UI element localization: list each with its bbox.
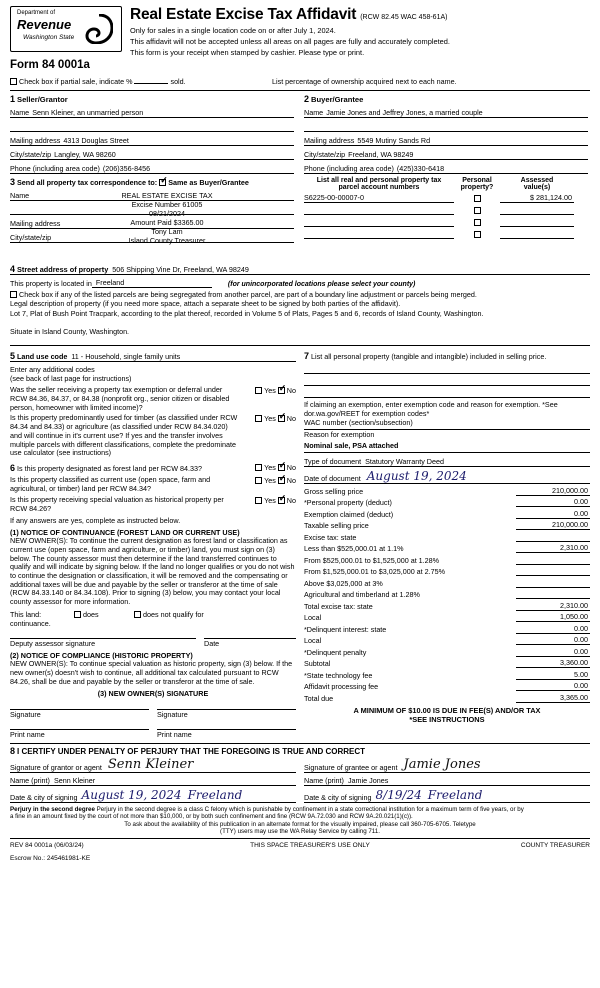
- section4-number: 4: [10, 264, 16, 274]
- current-use-yes-checkbox[interactable]: [255, 477, 262, 484]
- tax-line-value[interactable]: [516, 575, 590, 576]
- seller-spacer-field: [10, 119, 294, 132]
- tax-line-label: Gross selling price: [304, 486, 364, 496]
- treasurer-stamp: [40, 191, 294, 245]
- partial-sale-checkbox[interactable]: [10, 78, 17, 85]
- legal-description-label: Legal description of property (if you need more space, attach a separate sheet to be signed by both parties of the affidavit).: [10, 299, 401, 308]
- timber-ag-yes-checkbox[interactable]: [255, 415, 262, 422]
- tax-line-value[interactable]: 0.00: [516, 635, 590, 645]
- tax-line-value[interactable]: [516, 541, 590, 542]
- treasurer-use-label: THIS SPACE TREASURER'S USE ONLY: [250, 842, 370, 850]
- stamp-line-1: REAL ESTATE EXCISE TAX: [121, 191, 213, 200]
- grantee-signature-mark: Jamie Jones: [403, 757, 481, 773]
- current-use-yes-label: Yes: [264, 476, 276, 486]
- section8-heading: I CERTIFY UNDER PENALTY OF PERJURY THAT THE FOREGOING IS TRUE AND CORRECT: [17, 747, 366, 757]
- tax-line-label: Local: [304, 636, 322, 646]
- wac-number-field[interactable]: [304, 418, 590, 430]
- located-in-label: This property is located in: [10, 279, 92, 288]
- parcel-number-value[interactable]: [304, 214, 454, 215]
- buyer-section: [304, 94, 588, 174]
- seller-city-field[interactable]: [10, 147, 294, 160]
- notice-continuance-body: NEW OWNER(S): To continue the current designation as forest land or classification as current use (open space, farm and agriculture, or timber) land, you must sign on (3) below. The county assessor must then determine if the land transferred continues to qualify and will indicate by signing below. If the land no longer qualifies or you do not wish to continue the designation or classification, it will be removed and the compensating or additional taxes will be due and payable by the seller or transferor at the time of sale (RCW 84.33.140 or 84.34.108). Prior to signing (3) below, you may contact your local county assessor for more information.: [10, 536, 295, 606]
- exemption-question-row: [10, 386, 296, 412]
- tax-line-label: Local: [304, 613, 322, 623]
- continuance-label: continuance.: [10, 619, 51, 629]
- property-section: [10, 262, 590, 336]
- property-address-value[interactable]: 506 Shipping Vine Dr, Freeland, WA 98249: [112, 265, 249, 274]
- perjury-line-2: a fine in an amount fixed by the court of not more than $10,000, or by both such confinement and fine (RCW 9A.72.030 and RCW 9A.20.021(1)(c)).: [10, 813, 413, 821]
- document-title-citation: (RCW 82.45 WAC 458-61A): [360, 14, 448, 21]
- seller-name-field[interactable]: [10, 105, 294, 118]
- tax-line-value[interactable]: 0.00: [516, 681, 590, 691]
- personal-property-line-1[interactable]: [304, 362, 590, 374]
- county-treasurer-label: COUNTY TREASURER: [520, 842, 590, 850]
- wac-number-label: WAC number (section/subsection): [304, 418, 413, 428]
- grantee-date-value: 8/19/24: [375, 788, 422, 803]
- tax-line-value[interactable]: [516, 598, 590, 599]
- tax-line-value[interactable]: 3,365.00: [516, 693, 590, 703]
- grantor-name-value: Senn Kleiner: [53, 776, 96, 786]
- partial-sale-label-b: sold.: [170, 77, 186, 86]
- tax-line-value[interactable]: [516, 587, 590, 588]
- notice-compliance-title: (2) NOTICE OF COMPLIANCE (HISTORIC PROPERTY): [10, 651, 193, 661]
- exemption-instruction: If claiming an exemption, enter exemption code and reason for exemption. *See dor.wa.gov/REET for exemption codes*: [304, 399, 558, 418]
- footer-divider: [10, 838, 590, 839]
- additional-codes-label: Enter any additional codes: [10, 365, 95, 374]
- deputy-assessor-date-label: Date: [204, 639, 220, 649]
- header-line-2: This affidavit will not be accepted unless all areas on all pages are fully and accurately completed.: [130, 37, 450, 46]
- table-row: [304, 227, 588, 239]
- seller-mailing-field[interactable]: [10, 133, 294, 146]
- document-type-label: Type of document: [304, 457, 362, 467]
- tax-line-label: *Delinquent interest: state: [304, 624, 387, 634]
- perjury-notice: [10, 806, 590, 835]
- tax-line-value[interactable]: 0.00: [516, 497, 590, 507]
- tax-line-value[interactable]: 0.00: [516, 624, 590, 634]
- land-does-qualify-label: does: [83, 610, 99, 620]
- ownership-note: List percentage of ownership acquired next to each name.: [272, 76, 457, 86]
- stamp-line-5: Tony Lam: [151, 227, 183, 236]
- tax-line-label: *Personal property (deduct): [304, 498, 392, 508]
- agency-logo: [10, 6, 122, 52]
- section6-q2-text: Is this property classified as current use (open space, farm and agricultural, or timber) land per RCW 84.34?: [10, 475, 211, 493]
- grantor-signature-mark: Senn Kleiner: [107, 757, 194, 773]
- revision-number: REV 84 0001a (06/03/24): [10, 842, 84, 850]
- assessed-value[interactable]: [500, 226, 574, 227]
- grantee-date-label: Date & city of signing: [304, 793, 372, 803]
- this-land-label: This land:: [10, 610, 42, 620]
- grantee-date-field[interactable]: [304, 786, 590, 803]
- land-does-not-qualify-checkbox[interactable]: [134, 611, 141, 618]
- assessed-value[interactable]: [500, 238, 574, 239]
- timber-ag-question-copy: Is this property predominantly used for timber (as classified under RCW 84.34 and 84.33) or agriculture (as classified under RCW 84.34.020) and will continue in it's current use? If yes and the transfer involves multiple parcels with different classifications, complete the predominate use calculator (see instructions): [10, 413, 238, 458]
- parcel-col-header-3a: Assessed: [520, 177, 554, 184]
- exemption-no-checkbox[interactable]: [278, 387, 285, 394]
- grantee-signature-field[interactable]: [304, 758, 590, 773]
- historic-no-checkbox[interactable]: [278, 497, 285, 504]
- stamp-line-4: Amount Paid $3365.00: [130, 218, 204, 227]
- section4-heading: Street address of property: [17, 265, 109, 274]
- grantor-name-label: Name (print): [10, 776, 50, 786]
- seller-mailing-value: 4313 Douglas Street: [63, 136, 129, 145]
- section6-number: 6: [10, 463, 16, 474]
- seller-city-value: Langley, WA 98260: [54, 150, 116, 159]
- grantor-date-label: Date & city of signing: [10, 793, 78, 803]
- parcel-col-header-2b: property?: [460, 184, 494, 191]
- escrow-number: 245461981-KE: [46, 855, 91, 863]
- personal-property-checkbox[interactable]: [474, 207, 481, 214]
- assessed-value[interactable]: $ 281,124.00: [500, 193, 574, 203]
- tax-line-label: Less than $525,000.01 at 1.1%: [304, 544, 404, 554]
- footer: [10, 842, 590, 849]
- document-title: Real Estate Excise Tax Affidavit: [130, 6, 357, 23]
- assessed-value[interactable]: [500, 214, 574, 215]
- tax-line-label: Taxable selling price: [304, 521, 369, 531]
- same-as-buyer-checkbox[interactable]: [159, 179, 166, 186]
- header-divider: [10, 90, 590, 91]
- header-line-1: Only for sales in a single location code on or after July 1, 2024.: [130, 26, 336, 35]
- seller-phone-field[interactable]: [10, 161, 294, 174]
- new-owner-signature-heading: (3) NEW OWNER(S) SIGNATURE: [97, 689, 209, 699]
- historic-yes-checkbox[interactable]: [255, 497, 262, 504]
- buyer-spacer-field: [304, 119, 588, 132]
- if-any-yes-note: If any answers are yes, complete as instructed below.: [10, 516, 181, 526]
- tax-line-value[interactable]: 1,050.00: [516, 612, 590, 622]
- partial-sale-row: [10, 76, 590, 86]
- seller-phone-value: (206)356-8456: [102, 164, 151, 173]
- land-does-qualify-checkbox[interactable]: [74, 611, 81, 618]
- tax-line-value[interactable]: 0.00: [516, 647, 590, 657]
- stamp-line-3: 08/21/2024: [149, 209, 185, 218]
- certification-section: [10, 743, 590, 803]
- new-owner-signature-label-1: Signature: [10, 710, 41, 720]
- buyer-phone-label: Phone (including area code): [304, 164, 394, 173]
- exemption-yes-label: Yes: [264, 386, 276, 395]
- grantee-city-value: Freeland: [427, 788, 483, 803]
- land-use-code-value[interactable]: 11 - Household, single family units: [71, 352, 181, 361]
- buyer-mailing-label: Mailing address: [304, 136, 355, 145]
- section7-number: 7: [304, 351, 310, 361]
- tax-line-label: Excise tax: state: [304, 532, 357, 542]
- buyer-city-value: Freeland, WA 98249: [348, 150, 414, 159]
- timber-ag-question-text: [10, 414, 242, 458]
- reason-exemption-label-row: [304, 430, 590, 441]
- buyer-name-field[interactable]: [304, 105, 588, 118]
- section6-q2-answer[interactable]: [242, 476, 296, 485]
- personal-property-checkbox[interactable]: [474, 219, 481, 226]
- tax-line-value[interactable]: 2,310.00: [516, 601, 590, 611]
- partial-sale-percent-input[interactable]: [134, 76, 168, 84]
- buyer-mailing-field[interactable]: [304, 133, 588, 146]
- form-number: Form 84 0001a: [10, 59, 90, 71]
- buyer-section-heading: Buyer/Grantee: [311, 95, 364, 104]
- tax-line-value[interactable]: 2,310.00: [516, 543, 590, 553]
- logo-revenue-label: Revenue: [17, 17, 72, 32]
- reason-exemption-value: Nominal sale, PSA attached: [304, 441, 399, 451]
- parcel-table-header: [304, 177, 588, 191]
- section6-q1-text: Is this property designated as forest land per RCW 84.33?: [17, 464, 202, 474]
- grantee-signature-block: [304, 758, 590, 803]
- correspondence-section: [10, 177, 294, 259]
- land-does-not-qualify-label: does not qualify for: [143, 610, 204, 620]
- classification-section: [10, 463, 296, 739]
- tax-line-value[interactable]: 210,000.00: [516, 520, 590, 530]
- notice-compliance-body: NEW OWNER(S): To continue special valuation as historic property, sign (3) below. If the new owner(s) doesn't wish to continue, all additional tax calculated pursuant to RCW 84.26, shall be due and payable by the seller or transferor at the time of sale.: [10, 659, 293, 686]
- forest-land-yes-label: Yes: [264, 463, 276, 473]
- logo-state-label: Washington State: [23, 34, 75, 41]
- legal-description-line-1: Lot 7, Plat of Bush Point Tracpark, according to the plat thereof, recorded in Volume 5 of Plats, Pages 5 and 6, records of Island County, Washington.: [10, 309, 484, 318]
- tax-line-label: *State technology fee: [304, 670, 373, 680]
- additional-codes-note: (see back of last page for instructions): [10, 374, 132, 383]
- new-owner-print-label-2: Print name: [157, 730, 192, 740]
- table-row: [304, 191, 588, 203]
- perjury-line-4: (TTY) users may use the WA Relay Service by calling 711.: [220, 828, 380, 836]
- section4-divider: [10, 345, 590, 346]
- section3-number: 3: [10, 177, 16, 187]
- grantor-city-value: Freeland: [187, 788, 243, 803]
- seller-section-number: 1: [10, 94, 16, 104]
- parcel-col-header-1b: parcel account numbers: [338, 184, 420, 191]
- land-use-section: [10, 350, 296, 458]
- segregation-checkbox[interactable]: [10, 291, 17, 298]
- buyer-city-field[interactable]: [304, 147, 588, 160]
- grantor-date-value: August 19, 2024: [81, 788, 182, 803]
- document-type-field[interactable]: [304, 454, 590, 467]
- timber-ag-no-checkbox[interactable]: [278, 415, 285, 422]
- seller-city-label: City/state/zip: [10, 150, 52, 159]
- buyer-name-label: Name: [304, 108, 324, 117]
- corr-city-label: City/state/zip: [10, 233, 52, 242]
- stamp-line-6: Island County Treasurer: [128, 236, 206, 245]
- grantee-name-field[interactable]: [304, 773, 590, 786]
- seller-mailing-label: Mailing address: [10, 136, 61, 145]
- document-header: [10, 6, 590, 57]
- grantee-signature-label: Signature of grantee or agent: [304, 763, 398, 773]
- perjury-lead: Perjury in the second degree: [10, 806, 97, 814]
- section5-heading: Land use code: [17, 352, 68, 361]
- tax-line-label: From $525,000.01 to $1,525,000 at 1.28%: [304, 555, 440, 565]
- header-line-3: This form is your receipt when stamped by cashier. Please type or print.: [130, 48, 365, 57]
- buyer-mailing-value: 5549 Mutiny Sands Rd: [357, 136, 431, 145]
- exemption-question-text: Was the seller receiving a property tax exemption or deferral under RCW 84.36, 84.37, or 84.38 (nonprofit org., senior citizen or disabled person, homeowner with limited income)?: [10, 385, 230, 412]
- section6-q1-answer[interactable]: [242, 463, 296, 472]
- perjury-line-1: Perjury in the second degree is a class C felony which is punishable by confinement in a state correctional institution for a maximum term of five years, or by: [96, 806, 524, 814]
- new-owner-signature-label-2: Signature: [157, 710, 188, 720]
- located-in-note: (for unincorporated locations please select your county): [227, 281, 416, 288]
- current-use-no-checkbox[interactable]: [278, 477, 285, 484]
- parcel-col-header-1a: List all real and personal property tax: [316, 177, 442, 184]
- tax-line-value[interactable]: 3,360.00: [516, 658, 590, 668]
- buyer-name-value: Jamie Jones and Jeffrey Jones, a married couple: [326, 108, 483, 117]
- tax-line-label: Total excise tax: state: [304, 601, 373, 611]
- tax-lines: [304, 484, 590, 703]
- tax-line-label: *Delinquent penalty: [304, 647, 367, 657]
- historic-no-label: No: [286, 495, 296, 505]
- grantor-date-field[interactable]: [10, 786, 296, 803]
- buyer-phone-value: (425)330-6418: [396, 164, 445, 173]
- section8-number: 8: [10, 746, 16, 757]
- exemption-no-label: No: [286, 386, 296, 395]
- tax-line-label: Above $3,025,000 at 3%: [304, 578, 383, 588]
- partial-sale-label-a: Check box if partial sale, indicate %: [19, 77, 133, 86]
- personal-property-line-2[interactable]: [304, 374, 590, 386]
- section3-heading: Send all property tax correspondence to:: [17, 178, 158, 187]
- historic-yes-label: Yes: [264, 495, 276, 505]
- tax-line-label: Agricultural and timberland at 1.28%: [304, 590, 420, 600]
- document-type-value: Statutory Warranty Deed: [365, 457, 444, 467]
- seller-section-heading: Seller/Grantor: [17, 95, 68, 104]
- logo-department-label: Department of: [17, 10, 56, 16]
- parcel-col-header-2a: Personal: [462, 177, 492, 184]
- buyer-phone-field[interactable]: [304, 161, 588, 174]
- stamp-line-2: Excise Number 61005: [131, 200, 203, 209]
- tax-line-label: Subtotal: [304, 659, 331, 669]
- current-use-no-label: No: [286, 476, 296, 486]
- minimum-due-note: A MINIMUM OF $10.00 IS DUE IN FEE(S) AND/OR TAX: [353, 705, 541, 715]
- grantor-signature-block: [10, 758, 296, 803]
- corr-mailing-label: Mailing address: [10, 219, 61, 228]
- perjury-line-3: To ask about the availability of this publication in an alternate format for the visually impaired, please call 360-705-6705. Teletype: [124, 821, 476, 829]
- table-row: [304, 215, 588, 227]
- seller-name-label: Name: [10, 108, 30, 117]
- grantee-name-value: Jamie Jones: [347, 776, 389, 786]
- corr-name-label: Name: [10, 191, 30, 200]
- personal-property-line-3[interactable]: [304, 386, 590, 398]
- deputy-assessor-signature-label: Deputy assessor signature: [10, 639, 96, 649]
- parcel-table: [304, 177, 588, 259]
- new-owner-print-label-1: Print name: [10, 730, 45, 740]
- reason-exemption-field[interactable]: [304, 441, 590, 453]
- forest-land-no-label: No: [286, 463, 296, 473]
- revenue-swirl-icon: [85, 14, 113, 44]
- tax-line-label: Exemption claimed (deduct): [304, 509, 394, 519]
- parcel-number-value[interactable]: S6225-00-00007-0: [304, 193, 454, 203]
- legal-description-line-2: Situate in Island County, Washington.: [10, 327, 130, 336]
- tax-line-label: Affidavit processing fee: [304, 682, 379, 692]
- tax-line-value[interactable]: 0.00: [516, 509, 590, 519]
- see-instructions-note: *SEE INSTRUCTIONS: [409, 714, 485, 724]
- timber-ag-question-answer[interactable]: [242, 414, 296, 423]
- parcel-col-header-3b: value(s): [523, 184, 551, 191]
- timber-ag-yes-label: Yes: [264, 414, 276, 424]
- table-row: [304, 203, 588, 215]
- section7-heading: List all personal property (tangible and intangible) included in selling price.: [311, 352, 547, 361]
- document-date-label: Date of document: [304, 474, 361, 484]
- document-date-field[interactable]: [304, 467, 590, 484]
- exemption-yes-checkbox[interactable]: [255, 387, 262, 394]
- seller-section: [10, 94, 294, 174]
- reason-exemption-label: Reason for exemption: [304, 430, 375, 440]
- document-date-value: August 19, 2024: [366, 469, 467, 484]
- grantee-name-label: Name (print): [304, 776, 344, 786]
- notice-continuance-title: (1) NOTICE OF CONTINUANCE (FOREST LAND OR CURRENT USE): [10, 528, 240, 538]
- parcel-number-value[interactable]: [304, 226, 454, 227]
- section5-number: 5: [10, 351, 16, 361]
- personal-property-checkbox[interactable]: [474, 195, 481, 202]
- tax-line-label: Total due: [304, 693, 334, 703]
- section6-q3-text: Is this property receiving special valuation as historical property per RCW 84.26?: [10, 494, 224, 513]
- parcel-number-value[interactable]: [304, 238, 454, 239]
- seller-name-value: Senn Kleiner, an unmarried person: [32, 108, 144, 117]
- escrow-label: Escrow No.:: [10, 855, 46, 863]
- escrow-row: [10, 855, 590, 862]
- tax-computation-section: [304, 350, 590, 739]
- located-in-value[interactable]: Freeland: [92, 278, 212, 288]
- buyer-city-label: City/state/zip: [304, 150, 346, 159]
- seller-phone-label: Phone (including area code): [10, 164, 100, 173]
- segregation-label: Check box if any of the listed parcels are being segregated from another parcel, are part of a boundary line adjustment or parcels being merged.: [19, 290, 477, 299]
- section6-q3-answer[interactable]: [242, 496, 296, 505]
- tax-line-label: From $1,525,000.01 to $3,025,000 at 2.75%: [304, 567, 446, 577]
- buyer-section-number: 2: [304, 94, 310, 104]
- tax-line-value[interactable]: 210,000.00: [516, 486, 590, 496]
- grantor-name-field[interactable]: [10, 773, 296, 786]
- personal-property-checkbox[interactable]: [474, 231, 481, 238]
- timber-ag-no-label: No: [286, 414, 296, 424]
- forest-land-no-checkbox[interactable]: [278, 464, 285, 471]
- tax-line-value[interactable]: 5.00: [516, 670, 590, 680]
- same-as-buyer-label: Same as Buyer/Grantee: [168, 178, 249, 187]
- forest-land-yes-checkbox[interactable]: [255, 464, 262, 471]
- grantor-signature-label: Signature of grantor or agent: [10, 763, 102, 773]
- tax-line-value[interactable]: [516, 564, 590, 565]
- timber-ag-question-row: [10, 414, 296, 458]
- grantor-signature-field[interactable]: [10, 758, 296, 773]
- exemption-question-answer[interactable]: [242, 386, 296, 395]
